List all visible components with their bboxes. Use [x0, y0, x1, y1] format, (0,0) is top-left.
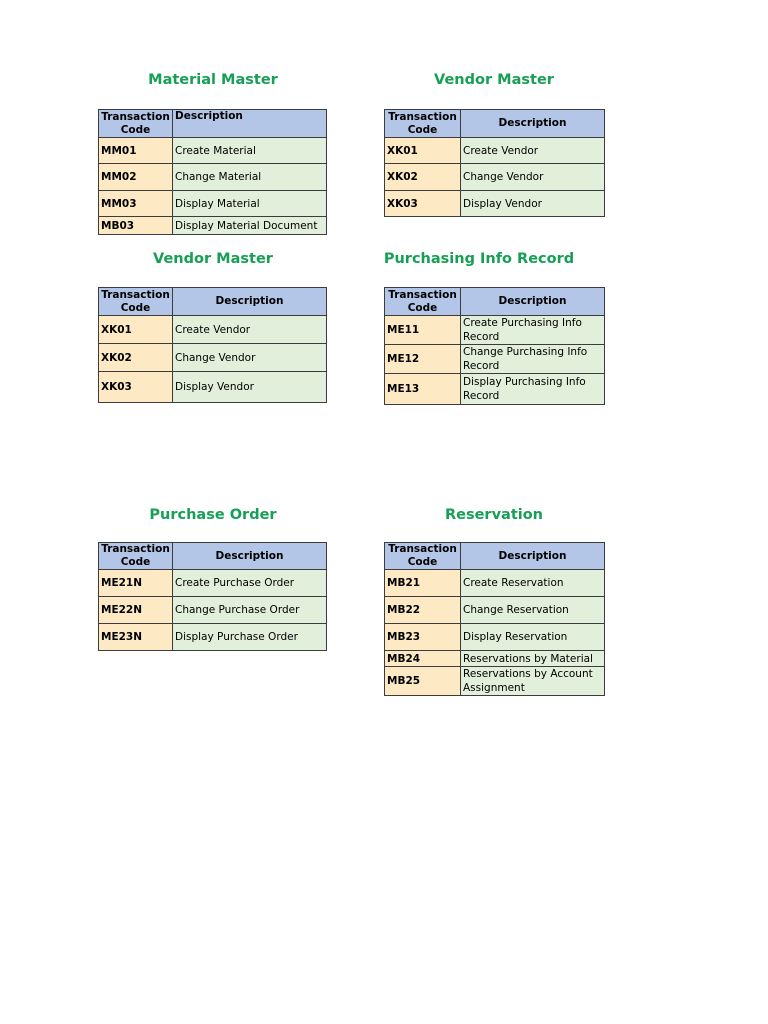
transaction-code-cell: MB03	[99, 217, 173, 235]
description-cell: Change Vendor	[461, 164, 605, 191]
transaction-code-cell: XK02	[385, 164, 461, 191]
section-title-material-master: Material Master	[148, 72, 278, 88]
table-purchase-order	[98, 542, 327, 651]
table-row	[99, 624, 327, 651]
section-title-purchasing-info-record: Purchasing Info Record	[383, 251, 575, 267]
description-cell: Reservations by Material	[461, 651, 605, 667]
description-cell: Create Purchase Order	[173, 570, 327, 597]
header-transaction-code: Transaction Code	[99, 288, 173, 316]
description-cell: Display Vendor	[461, 191, 605, 217]
table-row	[385, 374, 605, 405]
header-transaction-code: Transaction Code	[99, 110, 173, 138]
table-row	[385, 570, 605, 597]
transaction-code-cell: MM01	[99, 138, 173, 164]
table-reservation	[384, 542, 605, 696]
table-row	[385, 191, 605, 217]
table-row	[385, 164, 605, 191]
section-title-reservation: Reservation	[444, 507, 544, 523]
table-row	[385, 316, 605, 345]
description-cell: Change Material	[173, 164, 327, 191]
description-cell: Create Purchasing Info Record	[461, 316, 605, 345]
table-vendor-master	[384, 109, 605, 217]
description-cell: Change Reservation	[461, 597, 605, 624]
transaction-code-cell: MM02	[99, 164, 173, 191]
table-row	[99, 316, 327, 344]
table-vendor-master	[98, 287, 327, 403]
section-title-vendor-master: Vendor Master	[153, 251, 273, 267]
header-transaction-code: Transaction Code	[99, 543, 173, 570]
transaction-code-cell: ME21N	[99, 570, 173, 597]
section-title-vendor-master: Vendor Master	[434, 72, 554, 88]
table-row	[99, 597, 327, 624]
transaction-code-cell: XK02	[99, 344, 173, 372]
description-cell: Create Vendor	[461, 138, 605, 164]
table-row	[385, 651, 605, 667]
table-material-master	[98, 109, 327, 235]
transaction-code-cell: MB24	[385, 651, 461, 667]
transaction-code-cell: ME23N	[99, 624, 173, 651]
table-row	[99, 138, 327, 164]
description-cell: Display Vendor	[173, 372, 327, 403]
table-row	[385, 138, 605, 164]
description-cell: Create Material	[173, 138, 327, 164]
table-row	[385, 345, 605, 374]
transaction-code-cell: ME11	[385, 316, 461, 345]
transaction-code-cell: MB23	[385, 624, 461, 651]
table-row	[99, 164, 327, 191]
description-cell: Create Vendor	[173, 316, 327, 344]
description-cell: Display Purchasing Info Record	[461, 374, 605, 405]
description-cell: Display Material	[173, 191, 327, 217]
description-cell: Change Vendor	[173, 344, 327, 372]
transaction-code-cell: XK03	[385, 191, 461, 217]
transaction-code-cell: MB25	[385, 667, 461, 696]
description-cell: Display Material Document	[173, 217, 327, 235]
table-purchasing-info-record	[384, 287, 605, 405]
description-cell: Change Purchasing Info Record	[461, 345, 605, 374]
header-transaction-code: Transaction Code	[385, 288, 461, 316]
table-row	[99, 217, 327, 235]
header-transaction-code: Transaction Code	[385, 110, 461, 138]
transaction-code-cell: XK01	[99, 316, 173, 344]
transaction-code-cell: MB21	[385, 570, 461, 597]
description-cell: Create Reservation	[461, 570, 605, 597]
header-description: Description	[173, 543, 327, 570]
transaction-code-cell: XK03	[99, 372, 173, 403]
table-row	[99, 191, 327, 217]
header-description: Description	[461, 110, 605, 138]
transaction-code-cell: MB22	[385, 597, 461, 624]
header-description: Description	[173, 110, 327, 138]
table-row	[99, 372, 327, 403]
description-cell: Display Purchase Order	[173, 624, 327, 651]
header-description: Description	[461, 543, 605, 570]
description-cell: Display Reservation	[461, 624, 605, 651]
header-description: Description	[173, 288, 327, 316]
transaction-code-cell: MM03	[99, 191, 173, 217]
table-row	[385, 667, 605, 696]
description-cell: Change Purchase Order	[173, 597, 327, 624]
table-row	[99, 570, 327, 597]
transaction-code-cell: ME22N	[99, 597, 173, 624]
header-transaction-code: Transaction Code	[385, 543, 461, 570]
table-row	[99, 344, 327, 372]
header-description: Description	[461, 288, 605, 316]
table-row	[385, 624, 605, 651]
table-row	[385, 597, 605, 624]
transaction-code-cell: XK01	[385, 138, 461, 164]
transaction-code-cell: ME13	[385, 374, 461, 405]
description-cell: Reservations by Account Assignment	[461, 667, 605, 696]
section-title-purchase-order: Purchase Order	[149, 507, 277, 523]
transaction-code-cell: ME12	[385, 345, 461, 374]
